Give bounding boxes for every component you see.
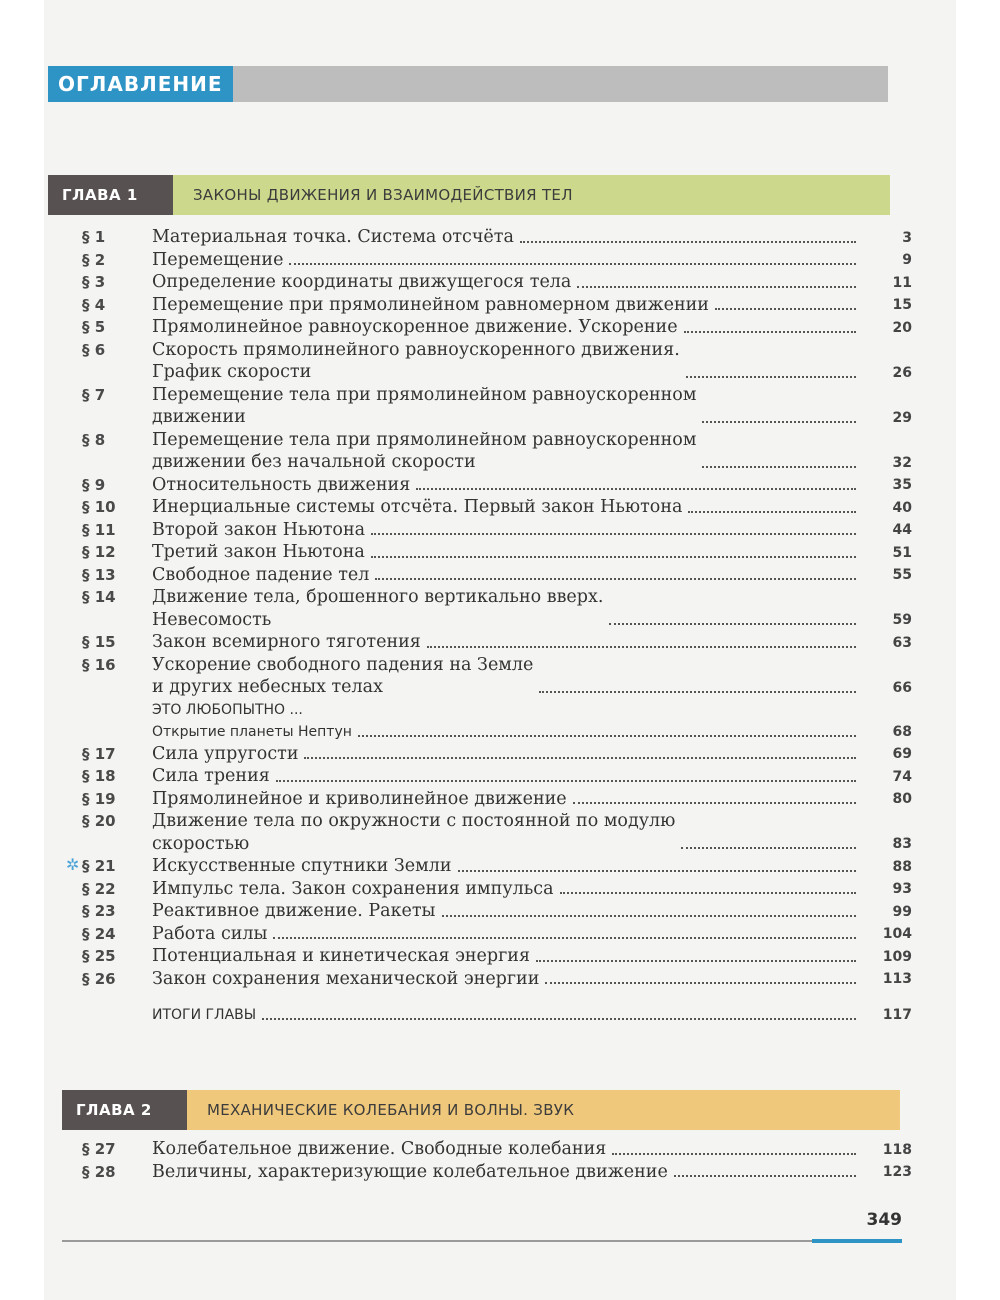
toc-entry[interactable] xyxy=(82,564,912,587)
dot-leader xyxy=(688,511,856,513)
dot-leader xyxy=(458,870,856,872)
curious-heading: ЭТО ЛЮБОПЫТНО ... xyxy=(152,701,303,718)
section-number: § 23 xyxy=(82,902,116,920)
toc-entry-summary[interactable] xyxy=(82,1004,912,1026)
section-number: § 26 xyxy=(82,969,116,988)
section-title: Сила упругости xyxy=(152,743,299,764)
toc-entry[interactable] xyxy=(82,1161,912,1184)
section-number: § 7 xyxy=(82,385,106,404)
page-ref: 59 xyxy=(892,612,912,628)
toc-entry[interactable] xyxy=(82,631,912,654)
dot-leader xyxy=(358,735,856,737)
page-ref: 3 xyxy=(902,229,912,246)
chapter-1-title: ЗАКОНЫ ДВИЖЕНИЯ И ВЗАИМОДЕЙСТВИЯ ТЕЛ xyxy=(173,175,890,215)
dot-leader xyxy=(577,286,856,288)
section-title: Реактивное движение. Ракеты xyxy=(152,901,436,921)
page-ref: 99 xyxy=(892,903,912,920)
toc-entry[interactable] xyxy=(82,294,912,317)
section-number: § 16 xyxy=(82,655,116,674)
page-ref: 11 xyxy=(892,274,912,291)
section-number: § 10 xyxy=(82,498,116,516)
page-ref: 32 xyxy=(892,454,912,471)
toc-entry[interactable] xyxy=(66,855,912,878)
section-title: Искусственные спутники Земли xyxy=(152,856,452,876)
page-ref: 69 xyxy=(892,746,912,762)
toc-entry[interactable] xyxy=(82,654,912,699)
section-number: § 17 xyxy=(82,744,116,763)
section-number: § 2 xyxy=(82,250,106,269)
dot-leader xyxy=(539,691,856,693)
dot-leader xyxy=(702,421,856,423)
section-number: § 21 xyxy=(82,857,116,875)
curious-heading-row xyxy=(82,699,912,721)
section-number: § 9 xyxy=(82,475,106,494)
page-ref: 63 xyxy=(892,634,912,651)
toc-entry[interactable] xyxy=(82,968,912,991)
toc-entry[interactable] xyxy=(82,249,912,272)
page-ref: 93 xyxy=(892,881,912,897)
section-title: Определение координаты движущегося тела xyxy=(152,272,572,292)
toc-entry[interactable] xyxy=(82,474,912,497)
page-ref: 66 xyxy=(892,679,912,696)
dot-leader xyxy=(375,578,856,580)
section-title: Инерциальные системы отсчёта. Первый закон Ньютона xyxy=(152,497,683,517)
section-title: Второй закон Ньютона xyxy=(152,519,366,540)
section-number: § 6 xyxy=(82,340,106,359)
dot-leader xyxy=(545,982,856,984)
page-ref: 113 xyxy=(882,971,912,987)
section-title: Работа силы xyxy=(152,923,268,944)
section-number: § 13 xyxy=(82,565,116,584)
toc-entry[interactable] xyxy=(82,316,912,339)
section-title: Перемещение тела при прямолинейном равноускоренном движении без начальной скорости xyxy=(152,429,697,472)
toc-entry[interactable] xyxy=(82,1138,912,1161)
dot-leader xyxy=(262,1018,856,1020)
dot-leader xyxy=(573,802,856,804)
section-title: Прямолинейное равноускоренное движение. Ускорение xyxy=(152,317,678,337)
toc-entry[interactable] xyxy=(82,878,912,901)
section-title: Движение тела, брошенного вертикально вверх. Невесомость xyxy=(152,587,604,630)
toc-entry[interactable] xyxy=(82,788,912,811)
page-ref: 109 xyxy=(882,948,912,965)
section-number: § 15 xyxy=(82,633,116,651)
page-ref: 15 xyxy=(892,297,912,313)
page-ref: 88 xyxy=(892,858,912,875)
page-ref: 83 xyxy=(892,836,912,852)
section-title: Материальная точка. Система отсчёта xyxy=(152,227,514,247)
section-title: Колебательное движение. Свободные колебания xyxy=(152,1139,607,1159)
section-title: Закон сохранения механической энергии xyxy=(152,968,540,989)
section-number: § 4 xyxy=(82,295,106,314)
chapter-1-label: ГЛАВА 1 xyxy=(48,175,173,215)
toc-entry[interactable] xyxy=(82,541,912,564)
page-ref: 40 xyxy=(892,499,912,516)
section-number: § 20 xyxy=(82,812,116,830)
section-title: Потенциальная и кинетическая энергия xyxy=(152,946,530,966)
section-number: § 5 xyxy=(82,318,106,336)
section-title: Перемещение при прямолинейном равномерном движении xyxy=(152,294,709,315)
footer-rule xyxy=(62,1240,902,1242)
section-number: § 3 xyxy=(82,273,106,291)
dot-leader xyxy=(427,646,856,648)
dot-leader xyxy=(686,376,856,378)
page-ref: 123 xyxy=(882,1164,912,1180)
chapter-1-header xyxy=(48,175,890,215)
section-number: § 18 xyxy=(82,767,116,785)
dot-leader xyxy=(702,466,856,468)
dot-leader xyxy=(609,623,856,625)
dot-leader xyxy=(684,331,856,333)
page-ref: 35 xyxy=(892,477,912,493)
section-number: § 24 xyxy=(82,924,116,943)
footer-accent-rule xyxy=(812,1239,902,1243)
toc-entry[interactable] xyxy=(82,271,912,294)
dot-leader xyxy=(304,757,856,759)
section-title: Импульс тела. Закон сохранения импульса xyxy=(152,878,554,899)
toc-entry[interactable] xyxy=(82,519,912,542)
page-ref: 55 xyxy=(892,567,912,583)
page-number: 349 xyxy=(866,1210,902,1230)
snowflake-marker-icon: ✲ xyxy=(66,855,80,874)
dot-leader xyxy=(371,533,856,535)
dot-leader xyxy=(520,241,856,243)
section-title: Перемещение тела при прямолинейном равноускоренном движении xyxy=(152,384,697,427)
dot-leader xyxy=(276,780,856,782)
toc-entry[interactable] xyxy=(82,923,912,946)
dot-leader xyxy=(674,1175,856,1177)
page-ref: 20 xyxy=(892,319,912,336)
toc-entry[interactable] xyxy=(82,945,912,968)
chapter-2-entries xyxy=(82,1138,912,1183)
toc-entry[interactable] xyxy=(82,339,912,384)
section-number: § 25 xyxy=(82,947,116,965)
section-number: § 12 xyxy=(82,543,116,561)
section-number: § 27 xyxy=(82,1140,116,1158)
page-ref: 104 xyxy=(882,926,912,942)
section-number: § 28 xyxy=(82,1162,116,1181)
chapter-2-header xyxy=(62,1090,900,1130)
chapter-2-title: МЕХАНИЧЕСКИЕ КОЛЕБАНИЯ И ВОЛНЫ. ЗВУК xyxy=(187,1090,900,1130)
toc-entry-curious[interactable] xyxy=(82,721,912,743)
section-title: Сила трения xyxy=(152,766,270,786)
page-ref: 9 xyxy=(902,252,912,268)
page-ref: 118 xyxy=(882,1141,912,1158)
toc-entry[interactable] xyxy=(82,900,912,923)
section-number: § 8 xyxy=(82,430,106,449)
page-ref: 117 xyxy=(882,1007,912,1023)
page-ref: 74 xyxy=(892,768,912,785)
section-title: Ускорение свободного падения на Земле и других небесных телах xyxy=(152,654,534,697)
section-number: § 19 xyxy=(82,789,116,808)
toc-entry[interactable] xyxy=(82,765,912,788)
curious-item-title: Открытие планеты Нептун xyxy=(152,723,352,740)
toc-entry[interactable] xyxy=(82,496,912,519)
section-title: Свободное падение тел xyxy=(152,564,370,585)
section-title: Закон всемирного тяготения xyxy=(152,632,421,652)
chapter-1-entries xyxy=(66,226,912,1026)
section-title: Скорость прямолинейного равноускоренного движения. График скорости xyxy=(152,339,680,382)
section-number: § 1 xyxy=(82,228,106,246)
dot-leader xyxy=(536,960,856,962)
dot-leader xyxy=(442,915,857,917)
page-ref: 44 xyxy=(892,522,912,538)
section-title: Относительность движения xyxy=(152,474,411,495)
toc-entry[interactable] xyxy=(82,384,912,429)
section-number: § 11 xyxy=(82,520,116,539)
dot-leader xyxy=(681,847,856,849)
section-title: Прямолинейное и криволинейное движение xyxy=(152,788,567,809)
summary-title: ИТОГИ ГЛАВЫ xyxy=(152,1007,257,1023)
dot-leader xyxy=(416,488,856,490)
toc-entry[interactable] xyxy=(82,810,912,855)
page-ref: 68 xyxy=(892,723,912,740)
toc-entry[interactable] xyxy=(82,226,912,249)
section-number: § 22 xyxy=(82,879,116,898)
page-ref: 29 xyxy=(892,409,912,426)
toc-title: ОГЛАВЛЕНИЕ xyxy=(48,66,233,102)
toc-entry[interactable] xyxy=(82,429,912,474)
section-title: Перемещение xyxy=(152,249,284,270)
dot-leader xyxy=(371,556,856,558)
dot-leader xyxy=(715,308,856,310)
page-ref: 51 xyxy=(892,544,912,561)
dot-leader xyxy=(612,1153,856,1155)
page-ref: 26 xyxy=(892,364,912,381)
page-ref: 80 xyxy=(892,791,912,807)
section-title: Движение тела по окружности с постоянной по модулю скоростью xyxy=(152,811,676,854)
chapter-2-label: ГЛАВА 2 xyxy=(62,1090,187,1130)
section-number: § 14 xyxy=(82,588,116,606)
section-title: Третий закон Ньютона xyxy=(152,542,365,562)
dot-leader xyxy=(273,937,856,939)
dot-leader xyxy=(560,892,856,894)
toc-entry[interactable] xyxy=(82,743,912,766)
dot-leader xyxy=(289,263,856,265)
toc-entry[interactable] xyxy=(82,586,912,631)
section-title: Величины, характеризующие колебательное движение xyxy=(152,1161,668,1182)
